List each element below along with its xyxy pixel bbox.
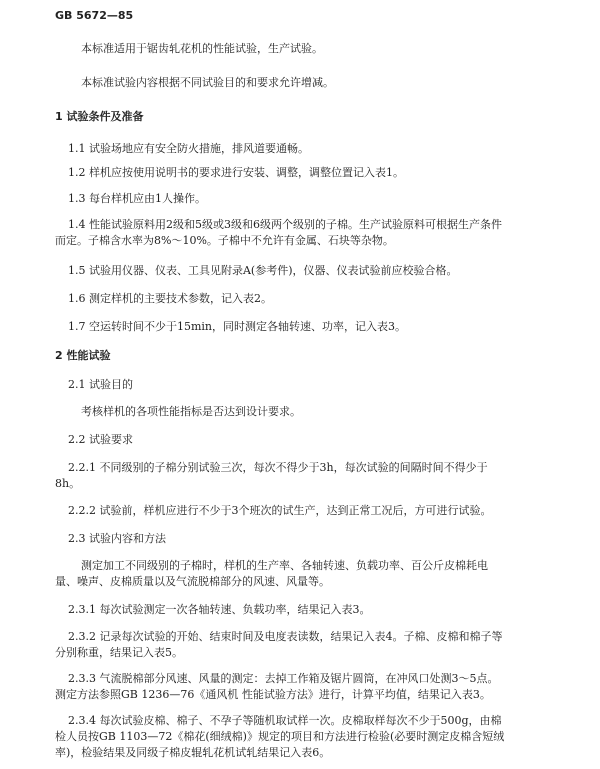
clause-2-3-4-line-2: 检人员按GB 1103—72《棉花(细绒棉)》规定的项目和方法进行检验(必要时测定皮棉含短绒 [55,730,505,743]
clause-1-2: 1.2 样机应按使用说明书的要求进行安装、调整，调整位置记入表1。 [68,166,404,179]
clause-2-3-2-line-2: 分别称重，结果记入表5。 [55,646,183,659]
clause-2-3-3-line-2: 测定方法参照GB 1236—76《通风机 性能试验方法》进行，计算平均值，结果记入表3。 [55,688,491,701]
clause-2-2-1-line-2: 8h。 [55,477,81,490]
clause-1-7: 1.7 空运转时间不少于15min，同时测定各轴转速、功率，记入表3。 [68,320,407,333]
clause-2-3-2-line-1: 2.3.2 记录每次试验的开始、结束时间及电度表读数，结果记入表4。子棉、皮棉和棉子等 [68,630,503,643]
clause-2-2-2: 2.2.2 试验前，样机应进行不少于3个班次的试生产，达到正常工况后，方可进行试验。 [68,504,492,517]
clause-1-4-line-2: 而定。子棉含水率为8%～10%。子棉中不允许有金属、石块等杂物。 [55,234,394,247]
clause-2-3-body-line-1: 测定加工不同级别的子棉时，样机的生产率、各轴转速、负载功率、百公斤皮棉耗电 [81,559,488,572]
section-2-heading: 2 性能试验 [55,349,111,362]
clause-2-3-4-line-3: 率)，检验结果及同级子棉皮辊轧花机试轧结果记入表6。 [55,746,331,759]
intro-paragraph-2: 本标准试验内容根据不同试验目的和要求允许增减。 [81,76,334,89]
clause-2-1-title: 2.1 试验目的 [68,378,133,391]
clause-2-3-title: 2.3 试验内容和方法 [68,532,166,545]
clause-2-3-body-line-2: 量、噪声、皮棉质量以及气流脱棉部分的风速、风量等。 [55,575,330,588]
clause-2-3-1: 2.3.1 每次试验测定一次各轴转速、负载功率，结果记入表3。 [68,603,371,616]
clause-2-3-4-line-1: 2.3.4 每次试验皮棉、棉子、不孕子等随机取试样一次。皮棉取样每次不少于500g，由棉 [68,714,502,727]
intro-paragraph-1: 本标准适用于锯齿轧花机的性能试验，生产试验。 [81,42,323,55]
standard-code: GB 5672—85 [55,9,134,22]
clause-1-3: 1.3 每台样机应由1人操作。 [68,192,206,205]
clause-1-6: 1.6 测定样机的主要技术参数，记入表2。 [68,292,272,305]
clause-1-1: 1.1 试验场地应有安全防火措施，排风道要通畅。 [68,142,309,155]
clause-2-3-3-line-1: 2.3.3 气流脱棉部分风速、风量的测定：去掉工作箱及锯片圆筒，在冲风口处测3～5点。 [68,672,499,685]
clause-1-5: 1.5 试验用仪器、仪表、工具见附录A(参考件)，仪器、仪表试验前应校验合格。 [68,264,458,277]
clause-2-2-1-line-1: 2.2.1 不同级别的子棉分别试验三次，每次不得少于3h，每次试验的间隔时间不得少于 [68,461,488,474]
clause-2-1-body: 考核样机的各项性能指标是否达到设计要求。 [81,405,301,418]
clause-1-4-line-1: 1.4 性能试验原料用2级和5级或3级和6级两个级别的子棉。生产试验原料可根据生产条件 [68,218,502,231]
clause-2-2-title: 2.2 试验要求 [68,433,133,446]
section-1-heading: 1 试验条件及准备 [55,110,144,123]
